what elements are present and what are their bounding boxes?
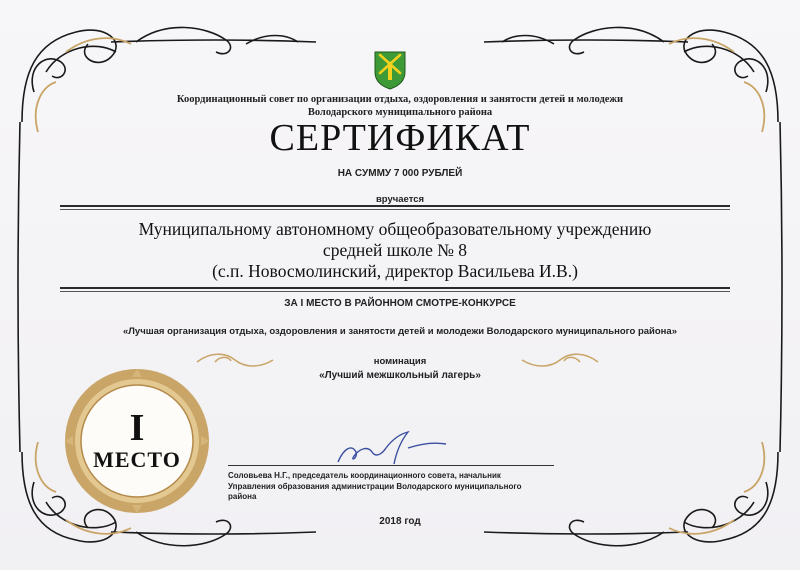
amount-text: НА СУММУ 7 000 РУБЛЕЙ [337, 168, 463, 179]
divider-bottom [60, 287, 730, 292]
signer-line-1: Соловьева Н.Г., председатель координационного совета, начальник [228, 471, 501, 480]
signer-info [228, 471, 588, 503]
signer-line-3: района [228, 492, 257, 501]
certificate-title: СЕРТИФИКАТ [269, 117, 531, 159]
year-text: 2018 год [379, 516, 421, 527]
seal-text [62, 366, 212, 516]
signature-line [228, 465, 554, 466]
recipient [60, 219, 730, 282]
divider-top [60, 205, 730, 210]
seal-word: МЕСТО [93, 447, 181, 472]
awarded-label: вручается [375, 194, 425, 205]
council-line-2: Володарского муниципального района [307, 107, 493, 118]
nomination-label: номинация [373, 356, 427, 367]
contest-name: «Лучшая организация отдыха, оздоровления и занятости детей и молодежи Володарского муниципального района» [122, 326, 677, 337]
recipient-line-1: Муниципальному автономному общеобразовательному учреждению [138, 219, 652, 239]
nomination-value: «Лучший межшкольный лагерь» [319, 370, 481, 381]
place-text: ЗА I МЕСТО В РАЙОННОМ СМОТРЕ-КОНКУРСЕ [284, 298, 516, 309]
gold-swirl-right-icon [520, 350, 600, 372]
seal-number: I [129, 407, 145, 449]
signer-line-2: Управления образования администрации Володарского муниципального [228, 481, 522, 491]
council-line-1: Координационный совет по организации отдыха, оздоровления и занятости детей и молодежи [176, 94, 624, 105]
recipient-line-2: средней школе № 8 [322, 240, 468, 260]
coat-of-arms-icon [373, 50, 407, 90]
recipient-line-3: (с.п. Новосмолинский, директор Васильева И.В.) [212, 261, 578, 281]
